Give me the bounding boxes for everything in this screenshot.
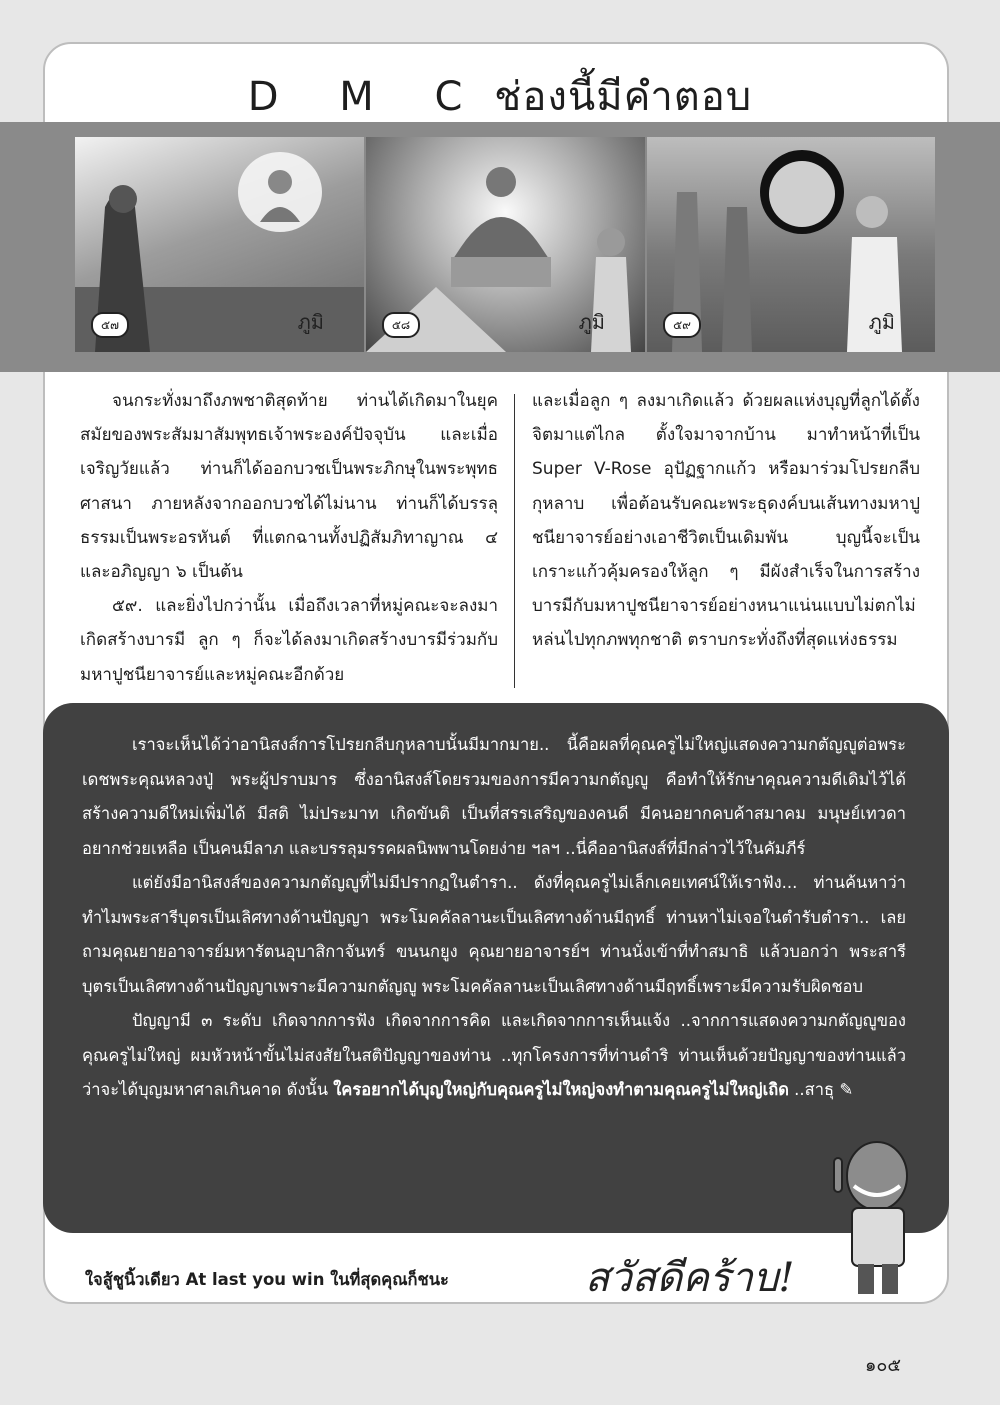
left-paragraph-2: ๕๙. และยิ่งไปกว่านั้น เมื่อถึงเวลาที่หมู่คณะจะลงมาเกิดสร้างบารมี ลูก ๆ ก็จะได้ลงมาเกิดสร้างบารมีร่วมกับมหาปูชนียาจารย์และหมู่คณะอีกด้วย <box>80 596 498 685</box>
photo-number-badge: ๕๗ <box>91 312 129 338</box>
title-dmc: D M C <box>247 74 487 120</box>
leaf-icon: ✎ <box>839 1080 854 1099</box>
dark-paragraph-3 <box>82 1004 906 1108</box>
dark-paragraph-3-bold: ใครอยากได้บุญใหญ่กับคุณครูไม่ใหญ่จงทำตามคุณครูไม่ใหญ่เถิด <box>333 1080 789 1099</box>
page-number: ๑๐๕ <box>865 1355 902 1376</box>
column-divider <box>514 394 515 688</box>
mascot-caricature <box>822 1138 932 1298</box>
photo-59 <box>647 137 935 352</box>
left-paragraph-1: จนกระทั่งมาถึงภพชาติสุดท้าย ท่านได้เกิดมาในยุคสมัยของพระสัมมาสัมพุทธเจ้าพระองค์ปัจจุบัน และเมื่อเจริญวัยแล้ว ท่านก็ได้ออกบวชเป็นพระภิกษุในพระพุทธศาสนา ภายหลังจากออกบวชได้ไม่นาน ท่านก็ได้บรรลุธรรมเป็นพระอรหันต์ ที่แตกฉานทั้งปฏิสัมภิทาญาณ ๔ และอภิญญา ๖ เป็นต้น <box>80 391 498 583</box>
right-column <box>532 384 920 658</box>
right-paragraph-1: และเมื่อลูก ๆ ลงมาเกิดแล้ว ด้วยผลแห่งบุญที่ลูกได้ตั้งจิตมาแต่ไกล ตั้งใจมาจากบ้าน มาทำหน้าที่เป็น Super V-Rose อุปัฏฐากแก้ว หรือมาร่วมโปรยกลีบกุหลาบ เพื่อต้อนรับคณะพระธุดงค์บนเส้นทางมหาปูชนียาจารย์อย่างเอาชีวิตเป็นเดิมพัน บุญนี้จะเป็นเกราะแก้วคุ้มครองให้ลูก ๆ มีผังสำเร็จในการสร้างบารมีกับมหาปูชนียาจารย์อย่างหนาแน่นแบบไม่ตกไม่หล่นไปทุกภพทุกชาติ ตราบกระทั่งถึงที่สุดแห่งธรรม <box>532 391 920 651</box>
title-thai: ช่องนี้มีคำตอบ <box>494 74 753 120</box>
dark-paragraph-3-end: ..สาธุ <box>794 1080 835 1099</box>
photo-58 <box>366 137 645 352</box>
handwritten-signature: สวัสดีคร้าบ! <box>585 1255 795 1301</box>
photo-57 <box>75 137 364 352</box>
artist-signature: ภูมิ <box>297 310 324 334</box>
footer-motto: ใจสู้ชูนิ้วเดียว At last you win ในที่สุดคุณก็ชนะ <box>85 1270 449 1289</box>
dark-paragraph-3-text: ปัญญามี ๓ ระดับ เกิดจากการฟัง เกิดจากการคิด และเกิดจากการเห็นแจ้ง ..จากการแสดงความกตัญญูของคุณครูไม่ใหญ่ ผมหัวหน้าขั้นไม่สงสัยในสติปัญญาของท่าน ..ทุกโครงการที่ท่านดำริ ท่านเห็นด้วยปัญญาของท่านแล้วว่าจะได้บุญมหาศาลเกินคาด ดังนั้น <box>82 1011 906 1099</box>
photo-number-badge: ๕๙ <box>663 312 701 338</box>
artist-signature: ภูมิ <box>578 310 605 334</box>
page-title <box>0 64 1000 128</box>
left-column <box>80 384 498 692</box>
dark-paragraph-2: แต่ยังมีอานิสงส์ของความกตัญญูที่ไม่มีปรากฏในตำรา.. ดังที่คุณครูไม่เล็กเคยเทศน์ให้เราฟัง... ท่านค้นหาว่าทำไมพระสารีบุตรเป็นเลิศทางด้านปัญญา พระโมคคัลลานะเป็นเลิศทางด้านมีฤทธิ์ ท่านหาไม่เจอในตำรับตำรา.. เลยถามคุณยายอาจารย์มหารัตนอุบาสิกาจันทร์ ขนนกยูง คุณยายอาจารย์ฯ ท่านนั่งเข้าที่ทำสมาธิ แล้วบอกว่า พระสารีบุตรเป็นเลิศทางด้านปัญญาเพราะมีความกตัญญู พระโมคคัลลานะเป็นเลิศทางด้านมีฤทธิ์เพราะมีความรับผิดชอบ <box>82 873 906 996</box>
dark-paragraph-1: เราจะเห็นได้ว่าอานิสงส์การโปรยกลีบกุหลาบนั้นมีมากมาย.. นี้คือผลที่คุณครูไม่ใหญ่แสดงความกตัญญูต่อพระเดชพระคุณหลวงปู่ พระผู้ปราบมาร ซึ่งอานิสงส์โดยรวมของการมีความกตัญญู คือทำให้รักษาคุณความดีเดิมไว้ได้ สร้างความดีใหม่เพิ่มได้ มีสติ ไม่ประมาท เกิดขันติ เป็นที่สรรเสริญของคนดี มีคนอยากคบค้าสมาคม มนุษย์เทวดาอยากช่วยเหลือ เป็นคนมีลาภ และบรรลุมรรคผลนิพพานโดยง่าย ฯลฯ ..นี่คืออานิสงส์ที่มีกล่าวไว้ในคัมภีร์ <box>82 735 906 858</box>
artist-signature: ภูมิ <box>868 310 895 334</box>
dark-box-text <box>82 728 906 1108</box>
photo-number-badge: ๕๘ <box>382 312 420 338</box>
